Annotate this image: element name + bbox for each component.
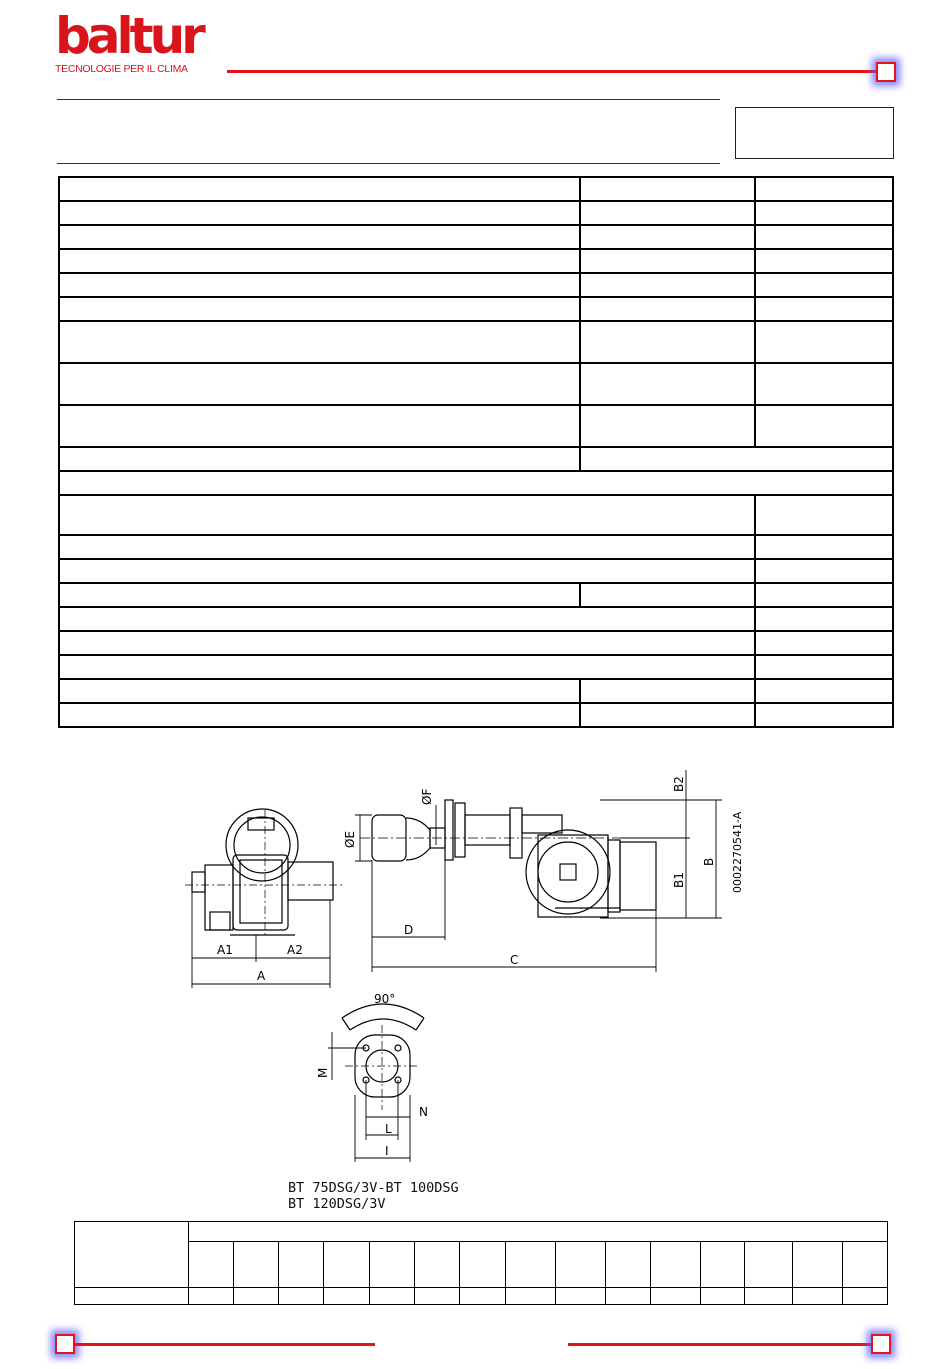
dims-column-header: [189, 1242, 234, 1288]
dim-label-a: A: [257, 969, 266, 983]
dims-column-header: [460, 1242, 506, 1288]
footer-rule-right: [568, 1343, 874, 1346]
dims-column-header: [324, 1242, 370, 1288]
dims-column-header: [415, 1242, 460, 1288]
corner-marker-bottom-left: [55, 1334, 75, 1354]
dims-value-cell: [793, 1288, 843, 1305]
dim-label-b1: B1: [672, 872, 686, 888]
dims-value-cell: [701, 1288, 745, 1305]
dim-label-i: I: [385, 1144, 389, 1158]
dims-column-header: [234, 1242, 279, 1288]
dims-value-cell: [651, 1288, 701, 1305]
dims-column-header: [506, 1242, 556, 1288]
dims-label-row: [75, 1242, 888, 1288]
brand-tagline: TECNOLOGIE PER IL CLIMA: [55, 63, 188, 75]
dims-value-cell: [415, 1288, 460, 1305]
dims-value-cell: [370, 1288, 415, 1305]
dims-value-cell: [606, 1288, 651, 1305]
drawing-code: 0002270541-A: [731, 811, 744, 893]
dims-column-header: [279, 1242, 324, 1288]
dim-label-c: C: [510, 953, 519, 967]
dims-column-header: [556, 1242, 606, 1288]
dim-label-b2: B2: [672, 776, 686, 792]
dims-value-cell: [556, 1288, 606, 1305]
caption-line-2: BT 120DSG/3V: [288, 1196, 386, 1212]
burner-main-view: [360, 800, 690, 917]
dims-column-header: [606, 1242, 651, 1288]
dim-label-m: M: [316, 1067, 330, 1078]
dims-value-row: [75, 1288, 888, 1305]
dims-column-header: [793, 1242, 843, 1288]
corner-marker-bottom-right: [871, 1334, 891, 1354]
flange-view: [342, 1004, 424, 1110]
dims-row-header: [75, 1222, 189, 1288]
dim-label-d: D: [404, 923, 414, 937]
dim-label-angle: 90°: [374, 992, 396, 1006]
dim-label-a1: A1: [217, 943, 233, 957]
dims-row-label: [75, 1288, 189, 1305]
dim-label-b: B: [702, 857, 716, 866]
brand-logo: baltur: [55, 7, 202, 65]
dim-label-a2: A2: [287, 943, 303, 957]
dims-value-cell: [234, 1288, 279, 1305]
dims-value-cell: [279, 1288, 324, 1305]
dims-column-header: [745, 1242, 793, 1288]
dims-value-cell: [460, 1288, 506, 1305]
dim-label-n: N: [419, 1105, 428, 1119]
dims-header-row: [75, 1222, 888, 1242]
dims-column-header: [370, 1242, 415, 1288]
dims-value-cell: [324, 1288, 370, 1305]
dims-value-cell: [189, 1288, 234, 1305]
dim-label-l: L: [385, 1122, 392, 1136]
dims-value-cell: [506, 1288, 556, 1305]
burner-side-view: [185, 809, 345, 935]
dim-label-f: ØF: [420, 788, 434, 805]
footer-rule-left: [75, 1343, 375, 1346]
drawing-caption: [288, 1180, 459, 1212]
dims-column-header: [843, 1242, 888, 1288]
dims-column-header: [651, 1242, 701, 1288]
dimensions-table: [74, 1221, 888, 1305]
dims-value-cell: [745, 1288, 793, 1305]
dim-label-e: ØE: [343, 830, 357, 848]
dims-column-header: [701, 1242, 745, 1288]
dims-value-cell: [843, 1288, 888, 1305]
caption-line-1: BT 75DSG/3V-BT 100DSG: [288, 1180, 459, 1196]
dims-header-span: [189, 1222, 888, 1242]
